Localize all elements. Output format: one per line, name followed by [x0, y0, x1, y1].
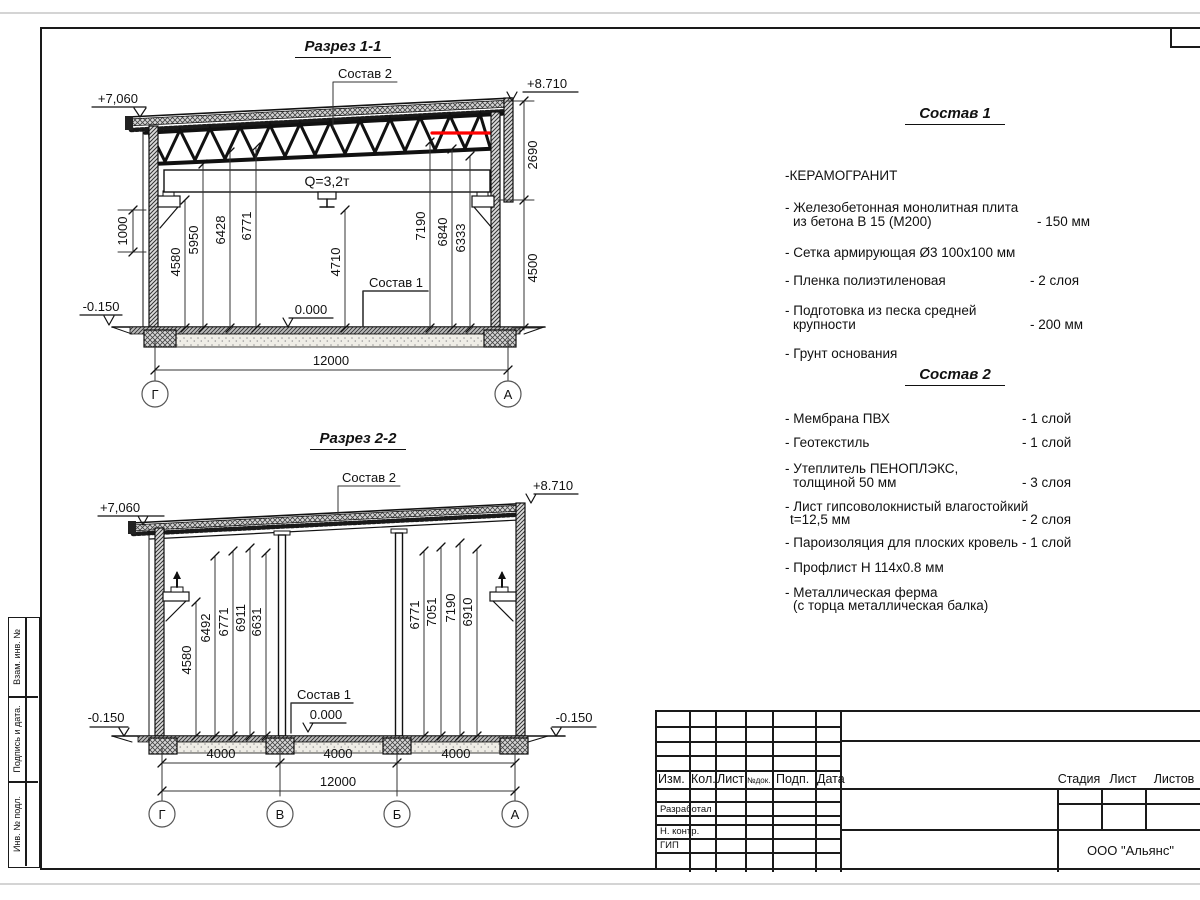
grid-letter: В [275, 807, 285, 822]
tb-role-gip: ГИП [660, 840, 679, 851]
tb-col-kol: Кол. [691, 772, 716, 786]
composition-item-value: - 1 слой [1022, 411, 1072, 426]
composition-item: - Мембрана ПВХ [785, 411, 890, 426]
composition-item-value: - 200 мм [1030, 317, 1084, 332]
tb-col-list: Лист [717, 772, 745, 786]
dim-label: 6771 [239, 211, 254, 241]
s2-grid [149, 801, 528, 827]
leader-label: Состав 1 [369, 275, 423, 290]
composition-item: - Профлист Н 114х0.8 мм [785, 560, 944, 575]
tb-role-developed: Разработал [660, 804, 712, 815]
composition-item-value: - 2 слоя [1022, 512, 1072, 527]
s2-roof [128, 504, 524, 540]
grid-letter: А [503, 387, 513, 402]
tb-col-izm: Изм. [658, 772, 685, 786]
stamp-cell-podpis: Подпись и дата. [12, 704, 22, 773]
dim-label: 12000 [319, 774, 357, 789]
level-label: 0.000 [294, 302, 328, 317]
level-label: +7,060 [99, 500, 141, 515]
tb-sheet: Лист [1109, 772, 1137, 786]
leader-label: Состав 2 [342, 470, 396, 485]
dim-label: 6771 [407, 600, 422, 630]
level-label: +7,060 [97, 91, 138, 106]
composition-item-value: - 150 мм [1037, 214, 1091, 229]
section-2-2-drawing [88, 470, 596, 827]
level-label: +8.710 [527, 76, 568, 91]
tb-sheets: Листов [1153, 772, 1195, 786]
grid-letter: А [510, 807, 520, 822]
dim-label: 6631 [249, 607, 264, 637]
composition-item: - Металлическая ферма [785, 585, 938, 600]
dim-label: 2690 [525, 140, 540, 170]
dim-label: 6428 [213, 215, 228, 245]
grid-letter: Б [392, 807, 402, 822]
tb-role-ncontrol: Н. контр. [660, 826, 700, 837]
composition-item-line2: крупности [793, 317, 856, 332]
dim-label: 7190 [443, 593, 458, 623]
stamp-cell-vzam: Взам. инв. № [12, 629, 22, 685]
composition-item-value: - 1 слой [1022, 435, 1072, 450]
tb-stage: Стадия [1057, 772, 1101, 786]
composition-item: - Пароизоляция для плоских кровель [785, 535, 1019, 550]
section-1-1-drawing [80, 66, 578, 407]
composition-1-title: Состав 1 [905, 105, 1005, 125]
grid-letter: Г [158, 807, 166, 822]
leader-label: Состав 1 [297, 687, 351, 702]
dim-label: 4000 [441, 746, 471, 761]
tb-col-ndok: №док. [747, 776, 771, 785]
dim-label: 6911 [233, 604, 248, 632]
side-stamp [8, 617, 40, 868]
s1-floor [112, 327, 545, 347]
leader-label: Состав 2 [338, 66, 392, 81]
composition-2-title: Состав 2 [905, 366, 1005, 386]
composition-item: - Сетка армирующая Ø3 100х100 мм [785, 245, 1016, 260]
composition-item: - Лист гипсоволокнистый влагостойкий [785, 499, 1029, 514]
composition-item-value: - 3 слоя [1022, 475, 1072, 490]
dim-label: 7051 [424, 597, 439, 627]
composition-item-value: - 1 слой [1022, 535, 1072, 550]
level-label: -0.150 [82, 299, 120, 314]
dim-label: 6910 [460, 597, 475, 627]
level-label: -0.150 [555, 710, 593, 725]
tb-col-data: Дата [817, 772, 845, 786]
composition-item: - Утеплитель ПЕНОПЛЭКС, [785, 461, 959, 476]
dim-label: 12000 [312, 353, 350, 368]
dim-label: 6771 [216, 607, 231, 637]
section-2-title: Разрез 2-2 [310, 430, 406, 450]
composition-item: - Пленка полиэтиленовая [785, 273, 946, 288]
stamp-cell-inv: Инв. № подл. [12, 795, 22, 852]
composition-item: - Грунт основания [785, 346, 898, 361]
dim-label: 6333 [453, 223, 468, 253]
composition-item: - Железобетонная монолитная плита [785, 200, 1019, 215]
composition-item: - Подготовка из песка средней [785, 303, 977, 318]
dim-label: 6840 [435, 217, 450, 247]
tb-col-podp: Подп. [776, 772, 810, 786]
title-block [655, 710, 1200, 870]
s1-crane-label: Q=3,2т [304, 173, 350, 189]
grid-letter: Г [151, 387, 159, 402]
dim-label: 4580 [168, 247, 183, 277]
composition-item-value: - 2 слоя [1030, 273, 1080, 288]
composition-item-line2: толщиной 50 мм [793, 475, 897, 490]
composition-item-line2: t=12,5 мм [790, 512, 851, 527]
dim-label: 7190 [413, 211, 428, 241]
dim-label: 4580 [179, 645, 194, 675]
level-label: +8.710 [532, 478, 574, 493]
composition-item-line2: из бетона В 15 (М200) [793, 214, 932, 229]
dim-label: 4500 [525, 253, 540, 283]
dim-label: 4710 [328, 247, 343, 277]
composition-item-line2: (с торца металлическая балка) [793, 598, 989, 613]
s2-dimensions [158, 539, 519, 801]
composition-item: - Геотекстиль [785, 435, 870, 450]
tb-company: ООО "Альянс" [1087, 843, 1174, 858]
composition-item: -КЕРАМОГРАНИТ [785, 168, 898, 183]
dim-label: 6492 [198, 613, 213, 643]
level-label: -0.150 [87, 710, 125, 725]
dim-label: 4000 [206, 746, 236, 761]
dim-label: 5950 [186, 225, 201, 255]
level-label: 0.000 [309, 707, 343, 722]
section-1-title: Разрез 1-1 [295, 38, 391, 58]
s1-grid [142, 381, 521, 407]
dim-label: 4000 [323, 746, 353, 761]
s1-crane-beam [164, 170, 490, 207]
dim-label: 1000 [115, 216, 130, 246]
